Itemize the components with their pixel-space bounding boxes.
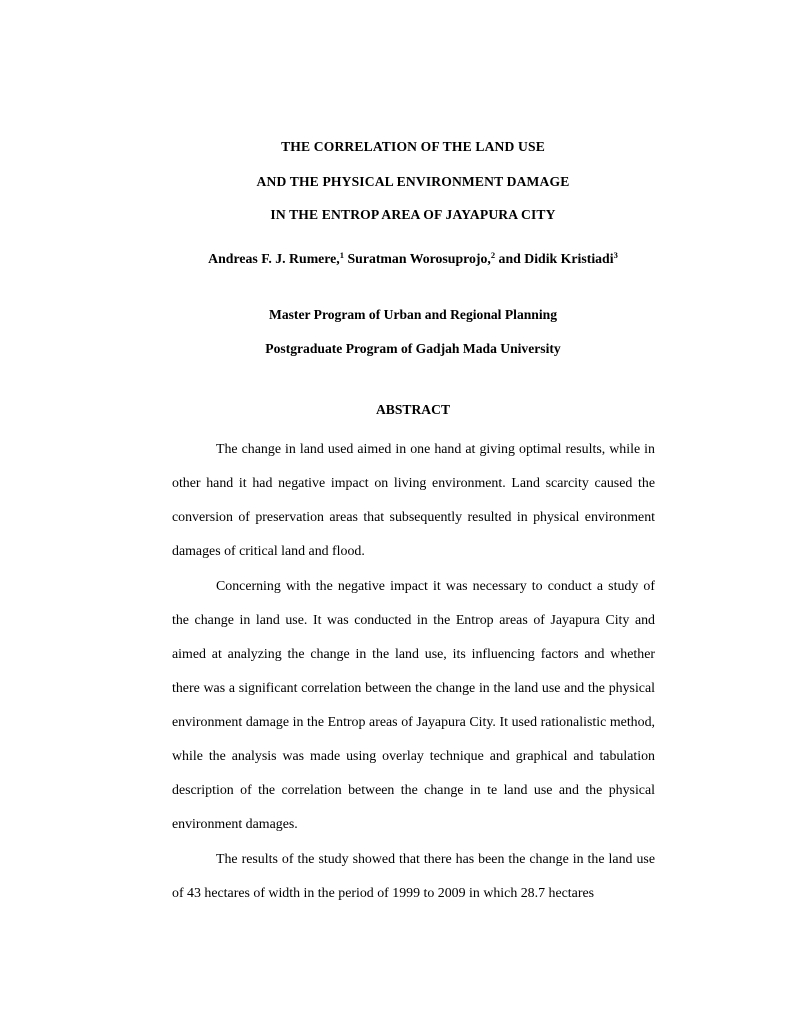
abstract-paragraph: Concerning with the negative impact it was necessary to conduct a study of the change in land use. It was conducted in the Entrop areas of Jayapura City and aimed at analyzing the change in the land use, its influencing factors and whether there was a significant correlation between the change in the land use and the physical environment damage in the Entrop areas of Jayapura City. It used rationalistic method, while the analysis was made using overlay technique and graphical and tabulation description of the correlation between the change in te land use and the physical environment damages.: [172, 578, 655, 833]
abstract-paragraph: The results of the study showed that there has been the change in the land use of 43 hectares of width in the period of 1999 to 2009 in which 28.7 hectares: [172, 851, 655, 901]
abstract-paragraph: The change in land used aimed in one hand at giving optimal results, while in other hand it had negative impact on living environment. Land scarcity caused the conversion of preservation areas that subsequently resulted in physical environment damages of critical land and flood.: [172, 442, 655, 560]
abstract-heading: ABSTRACT: [375, 402, 451, 417]
title-line-1: THE CORRELATION OF THE LAND USE: [281, 139, 545, 154]
author-name: Andreas F. J. Rumere,: [208, 251, 340, 266]
author-affiliation-mark: 3: [613, 250, 618, 260]
title-line-3: IN THE ENTROP AREA OF JAYAPURA CITY: [270, 207, 556, 222]
author-affiliation-mark: 1: [339, 250, 345, 260]
author-name: Suratman Worosuprojo,: [347, 251, 491, 266]
affiliation-line-2: Postgraduate Program of Gadjah Mada University: [265, 341, 561, 356]
author-list: [0, 251, 791, 267]
title-line-2: AND THE PHYSICAL ENVIRONMENT DAMAGE: [256, 174, 570, 189]
author-name: and Didik Kristiadi: [498, 251, 614, 266]
abstract-body: [172, 433, 655, 911]
author-affiliation-mark: 2: [490, 250, 496, 260]
affiliation-line-1: Master Program of Urban and Regional Planning: [269, 307, 557, 322]
